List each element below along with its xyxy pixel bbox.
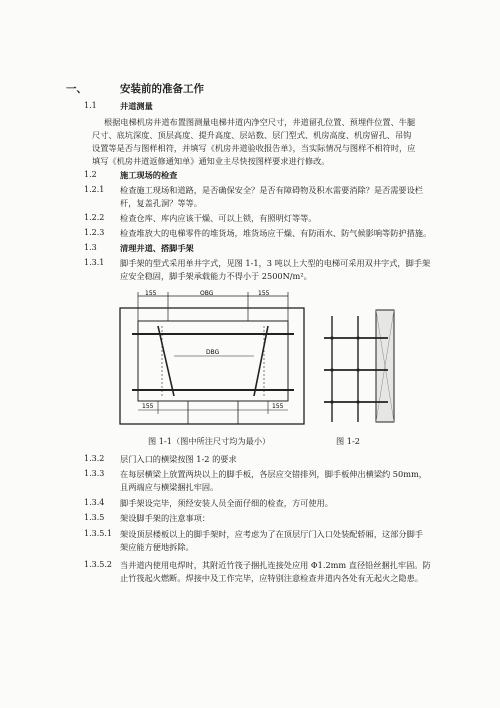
item-1-3-1-line-2: 应安全稳固，脚手架承载能力不得小于 2500N/m²。	[120, 271, 312, 281]
section-title: 安装前的准备工作	[120, 83, 204, 95]
paragraph-1-1-line-1: 根据电梯机房井道布置图测量电梯井道内净空尺寸，井道留孔位置、预埋件位置、牛腿	[104, 117, 416, 127]
item-1-2-3-number: 1.2.3	[84, 228, 105, 237]
dim-obg-top: OBG	[200, 290, 214, 297]
figure-1-2-door-beam-section	[318, 286, 400, 428]
dim-dbg: DBG	[206, 349, 220, 356]
item-1-3-2-number: 1.3.2	[84, 454, 105, 463]
item-1-3-5-number: 1.3.5	[84, 513, 105, 522]
item-1-3-2-text: 层门入口的横梁按图 1-2 的要求	[120, 454, 237, 464]
dim-155-right: 155	[258, 290, 270, 297]
item-1-3-3-line-1: 在每层横梁上放置两块以上的脚手板，各层应交错排列，脚手板伸出横梁约 50mm，	[120, 469, 427, 479]
item-1-2-1-number: 1.2.1	[84, 185, 105, 194]
item-1-3-5-2-line-1: 当井道内使用电焊时，其附近竹筏子捆扎连接处应用 Φ1.2mm 直径铅丝捆扎牢固。防	[120, 560, 431, 570]
item-1-2-1-line-2: 杆，复盖孔洞？等等。	[120, 198, 202, 208]
item-1-3-1-number: 1.3.1	[84, 258, 105, 267]
item-1-3-5-2-line-2: 止竹筏起火燃断。焊接中及工作完毕，应特别注意检查井道内各处有无起火之隐患。	[120, 573, 423, 583]
heading-1-3-number: 1.3	[84, 243, 97, 252]
item-1-2-2-text: 检查仓库、库内应该干燥、可以上锁，有照明灯等等。	[120, 213, 317, 223]
item-1-3-5-2-number: 1.3.5.2	[84, 560, 112, 569]
item-1-2-3-text: 检查堆放大的电梯零件的堆货场，堆货场应干燥、有防雨水、防气候影响等防护措施。	[120, 228, 432, 238]
item-1-3-3-line-2: 且两端应与横梁捆扎牢固。	[120, 482, 219, 492]
paragraph-1-1-line-4: 填写《机房井道返修通知单》通知业主尽快按图样要求进行修改。	[92, 156, 330, 166]
heading-1-1-title: 井道测量	[120, 101, 153, 111]
item-1-2-1-line-1: 检查施工现场和道路，是否确保安全？是否有障碍物及积水需要消除？是否需要设栏	[120, 185, 423, 195]
item-1-3-5-1-number: 1.3.5.1	[84, 529, 112, 538]
caption-figure-1-2: 图 1-2	[336, 436, 360, 446]
item-1-2-2-number: 1.2.2	[84, 213, 105, 222]
item-1-3-4-text: 脚手架设完毕，须经安装人员全面仔细的检查，方可使用。	[120, 498, 333, 508]
section-number: 一、	[66, 83, 87, 95]
caption-figure-1-1: 图 1-1（图中所注尺寸均为最小）	[148, 436, 271, 446]
item-1-3-5-1-line-1: 架设顶层楼板以上的脚手架时，应考虑为了在顶层厅门入口处装配轿厢，这部分脚手	[120, 529, 423, 539]
dim-155-left: 155	[145, 290, 157, 297]
item-1-3-4-number: 1.3.4	[84, 498, 105, 507]
heading-1-2-title: 施工现场的检查	[120, 170, 178, 180]
paragraph-1-1-line-2: 尺寸、底坑深度、顶层高度、提升高度、层站数、层门型式、机房高度、机房留孔、吊钩	[92, 130, 412, 140]
item-1-3-3-number: 1.3.3	[84, 469, 105, 478]
heading-1-1-number: 1.1	[84, 101, 97, 110]
item-1-3-1-line-1: 脚手架的型式采用单井字式，见图 1-1，3 吨以上大型的电梯可采用双井字式，脚手架	[120, 258, 431, 268]
heading-1-2-number: 1.2	[84, 170, 97, 179]
heading-1-3-title: 清理井道、搭脚手架	[120, 243, 194, 253]
dim-155-bottom-left: 155	[142, 403, 154, 410]
item-1-3-5-text: 架设脚手架的注意事项：	[120, 513, 211, 523]
dim-155-bottom-right: 155	[272, 403, 284, 410]
figure-1-1-scaffold-plan	[118, 286, 308, 428]
item-1-3-5-1-line-2: 架应能方便地拆除。	[120, 542, 194, 552]
paragraph-1-1-line-3: 设置等是否与图样相符，并填写《机房井道验收报告单》，当实际情况与图样不相符时，应	[92, 143, 416, 153]
